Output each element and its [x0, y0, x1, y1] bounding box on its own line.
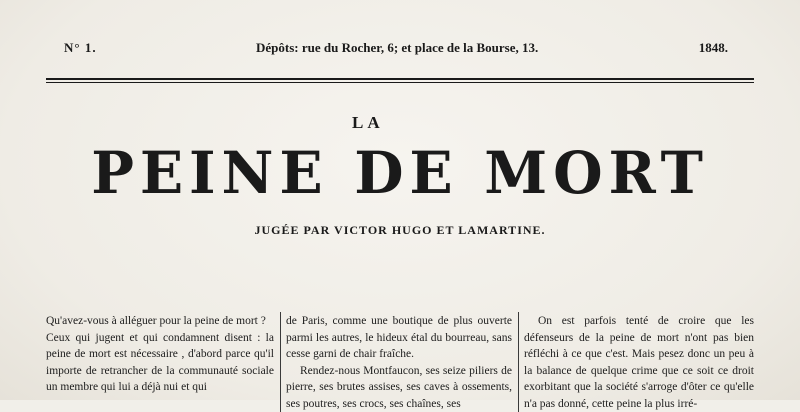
column-1-paragraph-1: Qu'avez-vous à alléguer pour la peine de mort ? [46, 313, 274, 330]
column-2-paragraph-1: de Paris, comme une boutique de plus ouverte parmi les autres, le hideux étal du bourreau, sans cesse garni de chair fraîche. [286, 313, 512, 363]
page-title: PEINE DE MORT [53, 138, 747, 208]
column-2-paragraph-2: Rendez-nous Montfaucon, ses seize piliers de pierre, ses brutes assises, ses caves à ossements, ses poutres, ses crocs, ses chaînes, ses [286, 363, 512, 412]
article-column-1 [46, 313, 274, 396]
issue-number: N° 1. [64, 40, 97, 56]
masthead-rule-thin [46, 82, 754, 83]
depots-address: Dépôts: rue du Rocher, 6; et place de la Bourse, 13. [256, 40, 538, 56]
column-3-paragraph-1: On est parfois tenté de croire que les défenseurs de la peine de mort n'ont pas bien réfléchi à ce que c'est. Mais pesez donc un peu à la balance de quelque crime que ce soit ce droit exorbitant que la société s'arroge d'ôter ce qu'elle n'a pas donné, cette peine la plus irré- [524, 313, 754, 412]
masthead [48, 40, 752, 56]
issue-year: 1848. [699, 40, 728, 56]
article-column-3 [524, 313, 754, 412]
page-subtitle: JUGÉE PAR VICTOR HUGO ET LAMARTINE. [0, 223, 800, 238]
title-article: LA [352, 113, 384, 133]
column-1-paragraph-2: Ceux qui jugent et qui condamnent disent : la peine de mort est nécessaire , d'abord parce qu'il importe de retrancher de la communauté sociale un membre qui lui a déjà nui et qui [46, 330, 274, 396]
column-divider-1 [280, 312, 281, 412]
column-divider-2 [518, 312, 519, 412]
masthead-rule-thick [46, 78, 754, 80]
article-column-2 [286, 313, 512, 412]
